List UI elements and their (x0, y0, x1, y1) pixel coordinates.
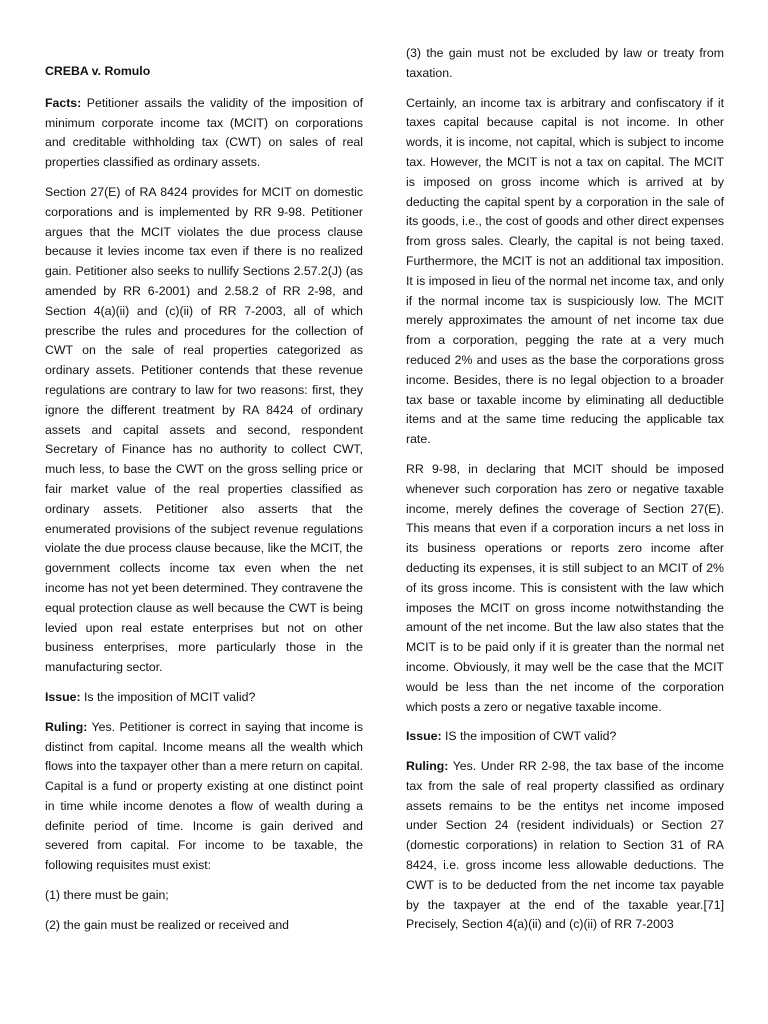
ruling-label: Ruling: (45, 719, 88, 734)
ruling-text: Yes. Under RR 2-98, the tax base of the income tax from the sale of real property classified as ordinary assets remains to be the entitys net income imposed under Section 24 (resident individuals) or Section 27 (domestic corporations) in relation to Section 31 of RA 8424, i.e. gross income less allowable deductions. The CWT is to be deducted from the net income tax payable by the taxpayer at the end of the taxable year.[71] Precisely, Section 4(a)(ii) and (c)(ii) of RR 7-2003 (406, 759, 724, 932)
facts-paragraph (45, 94, 363, 173)
facts-label: Facts: (45, 95, 82, 110)
ruling-label: Ruling: (406, 759, 449, 774)
ruling-mcit (45, 718, 363, 876)
requisite-2: (2) the gain must be realized or received and (45, 917, 290, 932)
requisite-1: (1) there must be gain; (45, 888, 169, 903)
document-title: CREBA v. Romulo (45, 64, 151, 78)
issue-mcit (45, 688, 363, 708)
left-column (45, 62, 363, 946)
certainly-paragraph: Certainly, an income tax is arbitrary and confiscatory if it taxes capital because capital is not income. In other words, it is income, not capital, which is subject to income tax. However, the MCIT is not a tax on capital. The MCIT is imposed on gross income which is arrived at by deducting the capital spent by a corporation in the sale of its goods, i.e., the cost of goods and other direct expenses from gross sales. Clearly, the capital is not being taxed. Furthermore, the MCIT is not an additional tax imposition. It is imposed in lieu of the normal net income tax, and only if the normal income tax is suspiciously low. The MCIT merely approximates the amount of net income tax due from a corporation, pegging the rate at a very much reduced 2% and uses as the base the corporations gross income. Besides, there is no legal objection to a broader tax base or taxable income by eliminating all deductible items and at the same time reducing the applicable tax rate. (406, 95, 724, 447)
section27-paragraph: Section 27(E) of RA 8424 provides for MCIT on domestic corporations and is implemented by RR 9-98. Petitioner argues that the MCIT violates the due process clause because it levies income tax even if there is no realized gain. Petitioner also seeks to nullify Sections 2.57.2(J) (as amended by RR 6-2001) and 2.58.2 of RR 2-98, and Section 4(a)(ii) and (c)(ii) of RR 7-2003, all of which prescribe the rules and procedures for the collection of CWT on the sale of real properties categorized as ordinary assets. Petitioner contends that these revenue regulations are contrary to law for two reasons: first, they ignore the different treatment by RA 8424 of ordinary assets and capital assets and second, respondent Secretary of Finance has no authority to collect CWT, much less, to base the CWT on the gross selling price or fair market value of the real properties classified as ordinary assets. Petitioner also asserts that the enumerated provisions of the subject revenue regulations violate the due process clause because, like the MCIT, the government collects income tax even when the net income has not yet been determined. They contravene the equal protection clause as well because the CWT is being levied upon real estate enterprises but not on other business enterprises, more particularly those in the manufacturing sector. (45, 184, 363, 675)
issue-cwt (406, 727, 724, 747)
rr998-paragraph: RR 9-98, in declaring that MCIT should be imposed whenever such corporation has zero or negative taxable income, merely defines the coverage of Section 27(E). This means that even if a corporation incurs a net loss in its business operations or reports zero income after deducting its expenses, it is still subject to an MCIT of 2% of its gross income. This is consistent with the law which imposes the MCIT on gross income notwithstanding the amount of the net income. But the law also states that the MCIT is to be paid only if it is greater than the normal net income. Obviously, it may well be the case that the MCIT would be less than the net income of the corporation which posts a zero or negative taxable income. (406, 461, 724, 714)
facts-text: Petitioner assails the validity of the imposition of minimum corporate income tax (MCIT) on corporations and creditable withholding tax (CWT) on sales of real properties classified as ordinary assets. (45, 95, 363, 170)
ruling-text: Yes. Petitioner is correct in saying that income is distinct from capital. Income means all the wealth which flows into the taxpayer other than a mere return on capital. Capital is a fund or property existing at one distinct point in time while income denotes a flow of wealth during a definite period of time. Income is gain derived and severed from capital. For income to be taxable, the following requisites must exist: (45, 719, 363, 873)
issue-label: Issue: (406, 729, 442, 744)
issue-text: IS the imposition of CWT valid? (441, 729, 617, 744)
issue-label: Issue: (45, 689, 81, 704)
ruling-cwt (406, 757, 724, 935)
requisite-3: (3) the gain must not be excluded by law or treaty from taxation. (406, 46, 724, 80)
right-column (406, 44, 724, 945)
issue-text: Is the imposition of MCIT valid? (80, 689, 256, 704)
